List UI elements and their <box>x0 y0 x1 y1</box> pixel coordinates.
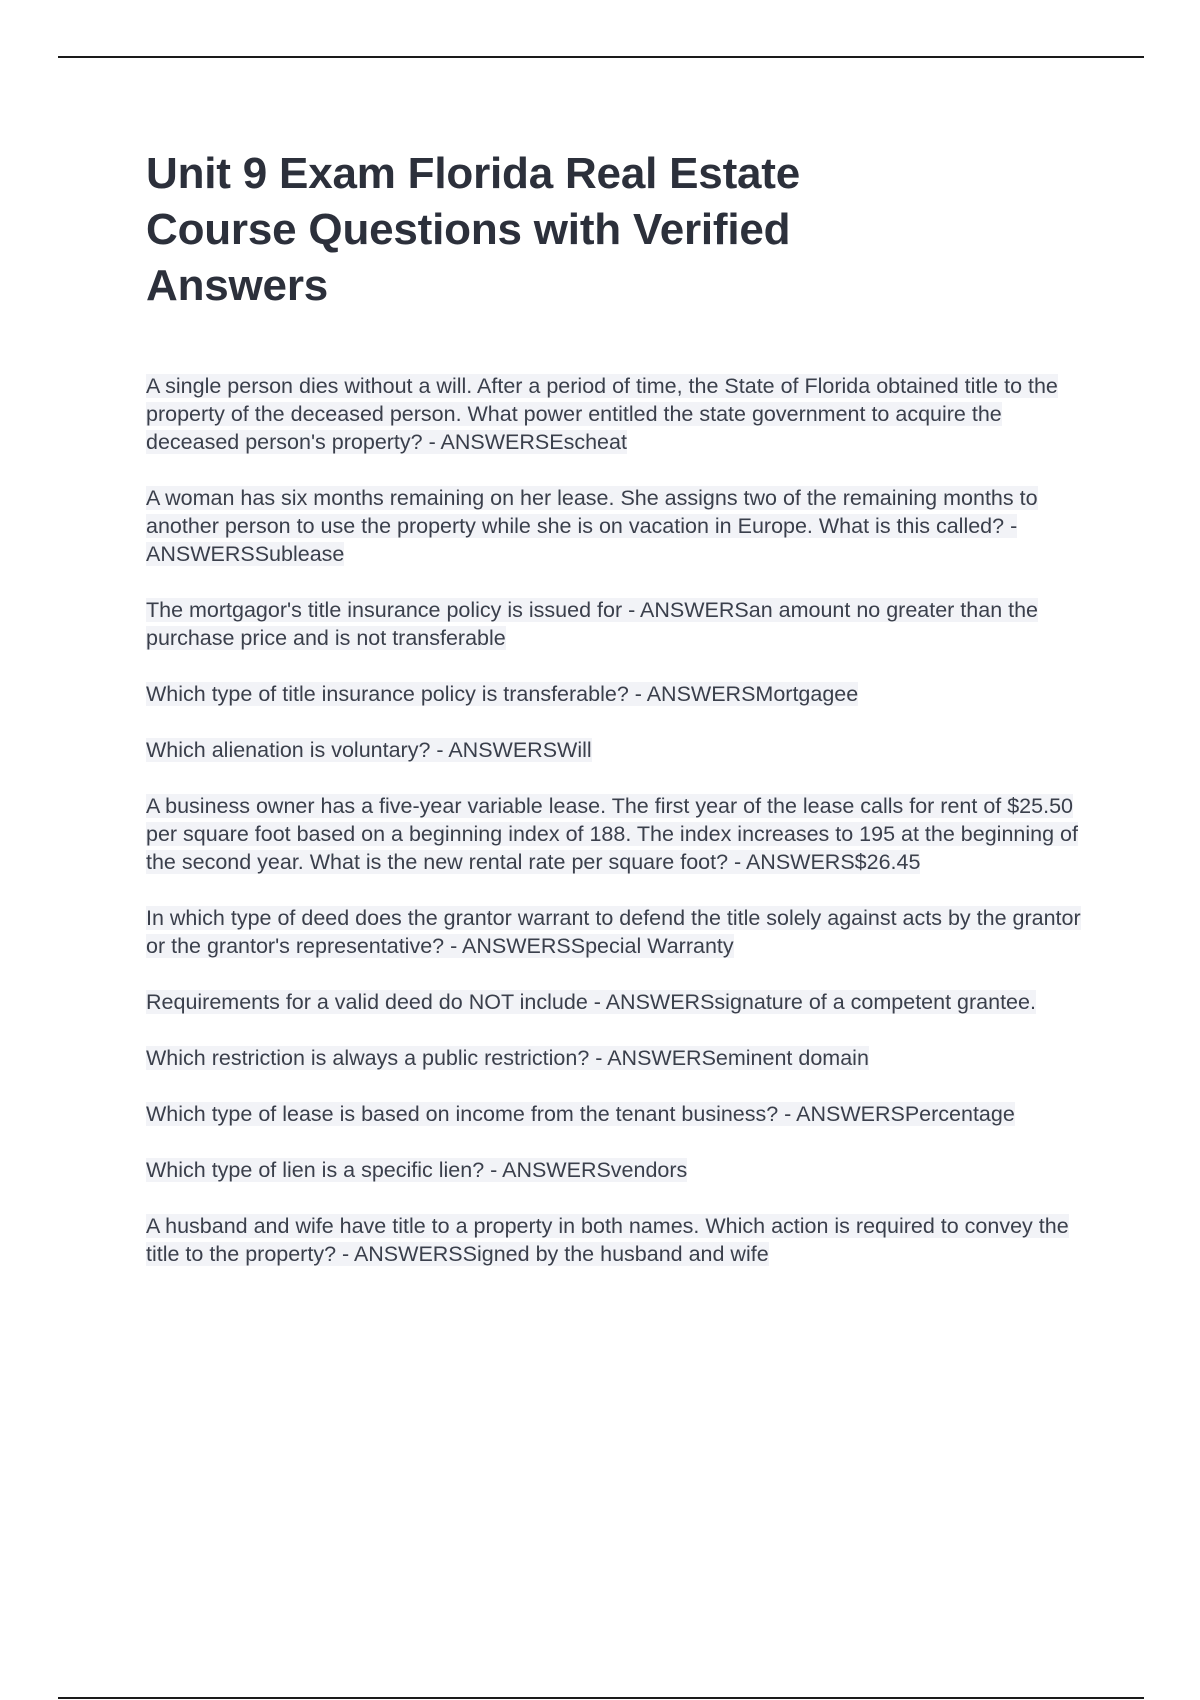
qa-item <box>146 904 1090 960</box>
bottom-rule <box>58 1697 1144 1699</box>
qa-text: Which alienation is voluntary? - ANSWERSWill <box>146 738 592 762</box>
qa-item <box>146 1100 1090 1128</box>
qa-item <box>146 1156 1090 1184</box>
qa-list <box>146 372 1090 1268</box>
document-body <box>146 146 1090 1296</box>
qa-item <box>146 736 1090 764</box>
document-title: Unit 9 Exam Florida Real Estate Course Questions with Verified Answers <box>146 149 801 310</box>
qa-item <box>146 988 1090 1016</box>
qa-text: Requirements for a valid deed do NOT include - ANSWERSsignature of a competent grantee. <box>146 990 1036 1014</box>
qa-text: In which type of deed does the grantor warrant to defend the title solely against acts by the grantor or the grantor's representative? - ANSWERSSpecial Warranty <box>146 906 1081 958</box>
qa-text: Which type of lease is based on income from the tenant business? - ANSWERSPercentage <box>146 1102 1015 1126</box>
qa-item <box>146 1212 1090 1268</box>
qa-text: A woman has six months remaining on her lease. She assigns two of the remaining months to another person to use the property while she is on vacation in Europe. What is this called? - ANSWERSSublease <box>146 486 1038 566</box>
qa-item <box>146 596 1090 652</box>
qa-text: Which type of title insurance policy is transferable? - ANSWERSMortgagee <box>146 682 859 706</box>
qa-item <box>146 372 1090 456</box>
qa-item <box>146 792 1090 876</box>
qa-text: A husband and wife have title to a property in both names. Which action is required to convey the title to the property? - ANSWERSSigned by the husband and wife <box>146 1214 1069 1266</box>
qa-text: A business owner has a five-year variable lease. The first year of the lease calls for rent of $25.50 per square foot based on a beginning index of 188. The index increases to 195 at the beginning of the second year. What is the new rental rate per square foot? - ANSWERS$26.45 <box>146 794 1078 874</box>
qa-text: Which type of lien is a specific lien? - ANSWERSvendors <box>146 1158 688 1182</box>
qa-text: A single person dies without a will. After a period of time, the State of Florida obtained title to the property of the deceased person. What power entitled the state government to acquire the deceased person's property? - ANSWERSEscheat <box>146 374 1058 454</box>
qa-text: The mortgagor's title insurance policy is issued for - ANSWERSan amount no greater than the purchase price and is not transferable <box>146 598 1039 650</box>
qa-item <box>146 1044 1090 1072</box>
qa-item <box>146 484 1090 568</box>
qa-text: Which restriction is always a public restriction? - ANSWERSeminent domain <box>146 1046 869 1070</box>
top-rule <box>58 56 1144 58</box>
qa-item <box>146 680 1090 708</box>
